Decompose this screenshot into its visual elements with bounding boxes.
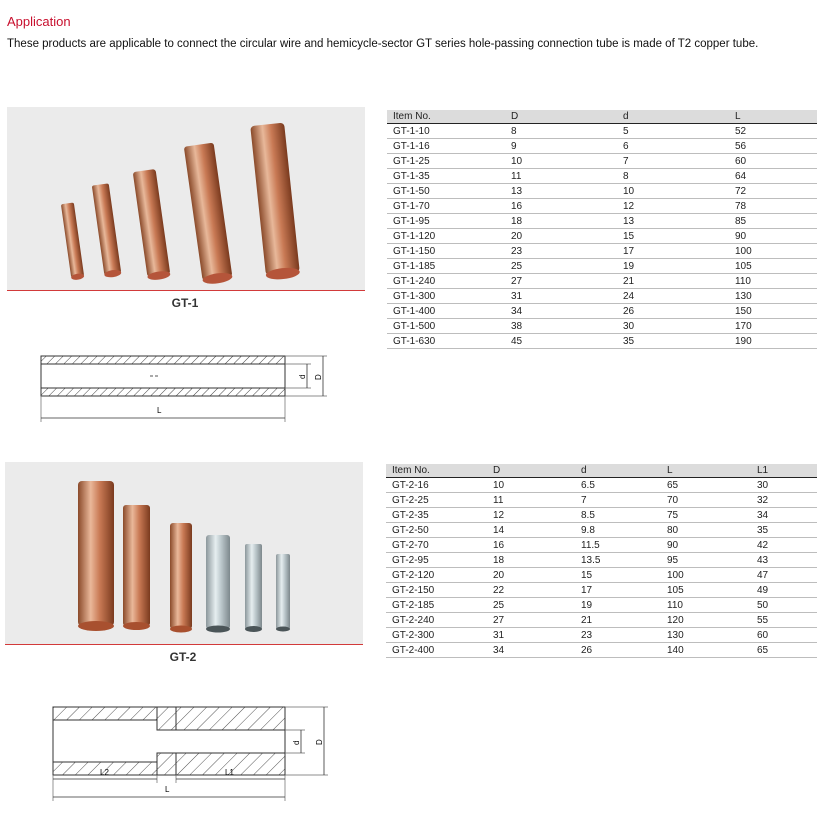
table-cell: 23: [505, 244, 617, 259]
table-cell: GT-2-16: [386, 478, 487, 493]
table-row: [387, 229, 817, 244]
table-cell: 43: [751, 553, 817, 568]
table-cell: 27: [505, 274, 617, 289]
table-cell: 95: [661, 553, 751, 568]
table-row: [386, 583, 817, 598]
table-cell: 90: [729, 229, 817, 244]
column-header: D: [487, 464, 575, 478]
gt2-table-body: [386, 478, 817, 658]
table-cell: 45: [505, 334, 617, 349]
table-cell: 90: [661, 538, 751, 553]
table-cell: 72: [729, 184, 817, 199]
table-cell: GT-1-150: [387, 244, 505, 259]
table-cell: GT-1-70: [387, 199, 505, 214]
table-cell: 130: [661, 628, 751, 643]
table-cell: GT-1-35: [387, 169, 505, 184]
table-cell: 26: [575, 643, 661, 658]
table-cell: 10: [487, 478, 575, 493]
table-row: [387, 319, 817, 334]
table-cell: 20: [487, 568, 575, 583]
table-cell: 70: [661, 493, 751, 508]
table-cell: 19: [575, 598, 661, 613]
table-cell: 7: [575, 493, 661, 508]
gt2-label-d: d: [292, 740, 301, 745]
table-cell: 21: [617, 274, 729, 289]
column-header: d: [617, 110, 729, 124]
table-cell: 65: [751, 643, 817, 658]
table-cell: 19: [617, 259, 729, 274]
table-cell: 5: [617, 124, 729, 139]
gt1-caption: GT-1: [171, 296, 199, 310]
gt1-label-D: D: [314, 374, 323, 380]
table-cell: 130: [729, 289, 817, 304]
table-row: [387, 289, 817, 304]
table-row: [386, 568, 817, 583]
table-cell: 85: [729, 214, 817, 229]
table-row: [387, 154, 817, 169]
gt1-label-L: L: [157, 406, 162, 415]
table-row: [386, 523, 817, 538]
gt1-table-body: [387, 124, 817, 349]
table-cell: GT-2-35: [386, 508, 487, 523]
table-cell: GT-1-500: [387, 319, 505, 334]
table-cell: GT-1-185: [387, 259, 505, 274]
table-cell: 100: [661, 568, 751, 583]
table-cell: GT-1-25: [387, 154, 505, 169]
table-row: [386, 613, 817, 628]
table-cell: 9.8: [575, 523, 661, 538]
gt2-tubes-illustration: [5, 462, 363, 644]
table-cell: GT-2-120: [386, 568, 487, 583]
section-description: These products are applicable to connect the circular wire and hemicycle-sector GT series hole-passing connection tube is made of T2 copper tube.: [7, 38, 759, 50]
table-header-row: [386, 464, 817, 478]
table-cell: 38: [505, 319, 617, 334]
table-cell: 26: [617, 304, 729, 319]
table-cell: 20: [505, 229, 617, 244]
gt2-product-photo: [5, 462, 363, 644]
table-cell: 78: [729, 199, 817, 214]
table-cell: 32: [751, 493, 817, 508]
table-cell: 170: [729, 319, 817, 334]
table-cell: 13.5: [575, 553, 661, 568]
table-cell: 23: [575, 628, 661, 643]
table-cell: 42: [751, 538, 817, 553]
table-cell: 31: [487, 628, 575, 643]
table-cell: 27: [487, 613, 575, 628]
table-cell: 16: [487, 538, 575, 553]
table-cell: 25: [505, 259, 617, 274]
table-cell: 190: [729, 334, 817, 349]
table-cell: 34: [751, 508, 817, 523]
table-cell: GT-2-240: [386, 613, 487, 628]
section-title: Application: [7, 14, 71, 29]
gt1-label-d: d: [298, 374, 307, 379]
table-cell: 22: [487, 583, 575, 598]
table-cell: 34: [487, 643, 575, 658]
table-cell: 105: [661, 583, 751, 598]
gt1-tubes-illustration: [7, 107, 365, 290]
table-cell: GT-2-400: [386, 643, 487, 658]
table-cell: 13: [505, 184, 617, 199]
table-cell: 52: [729, 124, 817, 139]
column-header: d: [575, 464, 661, 478]
table-cell: GT-1-10: [387, 124, 505, 139]
column-header: L1: [751, 464, 817, 478]
table-cell: 35: [617, 334, 729, 349]
table-row: [386, 478, 817, 493]
table-cell: 21: [575, 613, 661, 628]
table-cell: 14: [487, 523, 575, 538]
column-header: Item No.: [387, 110, 505, 124]
gt2-label-L: L: [165, 785, 170, 794]
table-cell: 47: [751, 568, 817, 583]
table-cell: GT-2-25: [386, 493, 487, 508]
table-cell: 110: [729, 274, 817, 289]
table-cell: 150: [729, 304, 817, 319]
table-row: [387, 199, 817, 214]
table-cell: GT-2-185: [386, 598, 487, 613]
table-cell: 49: [751, 583, 817, 598]
column-header: L: [661, 464, 751, 478]
column-header: D: [505, 110, 617, 124]
table-cell: 11: [505, 169, 617, 184]
gt2-label-L2: L2: [100, 768, 109, 777]
table-cell: 15: [575, 568, 661, 583]
table-row: [387, 139, 817, 154]
table-cell: GT-1-300: [387, 289, 505, 304]
table-cell: 16: [505, 199, 617, 214]
gt2-spec-table: [386, 464, 817, 658]
gt1-product-photo: [7, 107, 365, 290]
table-cell: 75: [661, 508, 751, 523]
table-cell: 100: [729, 244, 817, 259]
table-row: [387, 184, 817, 199]
gt1-divider: [7, 290, 365, 291]
table-row: [386, 493, 817, 508]
table-row: [387, 214, 817, 229]
table-cell: GT-2-300: [386, 628, 487, 643]
gt2-caption: GT-2: [169, 650, 197, 664]
table-row: [387, 304, 817, 319]
table-cell: 8: [617, 169, 729, 184]
table-cell: 30: [617, 319, 729, 334]
table-cell: 120: [661, 613, 751, 628]
column-header: L: [729, 110, 817, 124]
table-cell: 35: [751, 523, 817, 538]
table-header-row: [387, 110, 817, 124]
table-cell: 8.5: [575, 508, 661, 523]
table-cell: GT-1-50: [387, 184, 505, 199]
table-cell: 80: [661, 523, 751, 538]
table-row: [386, 508, 817, 523]
table-cell: 12: [487, 508, 575, 523]
table-cell: 10: [617, 184, 729, 199]
gt2-divider: [5, 644, 363, 645]
table-cell: 10: [505, 154, 617, 169]
table-cell: 140: [661, 643, 751, 658]
table-row: [387, 124, 817, 139]
table-cell: 12: [617, 199, 729, 214]
table-cell: GT-1-120: [387, 229, 505, 244]
table-cell: 31: [505, 289, 617, 304]
table-cell: 55: [751, 613, 817, 628]
table-cell: 50: [751, 598, 817, 613]
table-cell: 11.5: [575, 538, 661, 553]
gt2-label-L1: L1: [225, 768, 234, 777]
table-cell: GT-2-95: [386, 553, 487, 568]
gt1-dimension-diagram: [35, 350, 335, 425]
table-cell: GT-2-50: [386, 523, 487, 538]
table-row: [386, 553, 817, 568]
table-cell: GT-1-16: [387, 139, 505, 154]
gt1-spec-table: [387, 110, 817, 349]
table-cell: 30: [751, 478, 817, 493]
table-row: [386, 643, 817, 658]
table-cell: 24: [617, 289, 729, 304]
table-cell: 25: [487, 598, 575, 613]
table-cell: GT-1-400: [387, 304, 505, 319]
table-cell: 7: [617, 154, 729, 169]
table-cell: 56: [729, 139, 817, 154]
table-row: [387, 169, 817, 184]
table-cell: GT-2-150: [386, 583, 487, 598]
table-cell: 60: [751, 628, 817, 643]
table-cell: 17: [575, 583, 661, 598]
table-cell: 13: [617, 214, 729, 229]
table-row: [387, 334, 817, 349]
table-cell: 6: [617, 139, 729, 154]
table-cell: 8: [505, 124, 617, 139]
table-cell: GT-1-630: [387, 334, 505, 349]
table-row: [387, 274, 817, 289]
table-cell: 110: [661, 598, 751, 613]
table-cell: 6.5: [575, 478, 661, 493]
table-cell: 9: [505, 139, 617, 154]
table-cell: 11: [487, 493, 575, 508]
table-cell: 64: [729, 169, 817, 184]
column-header: Item No.: [386, 464, 487, 478]
table-cell: 18: [487, 553, 575, 568]
table-cell: 15: [617, 229, 729, 244]
table-cell: 34: [505, 304, 617, 319]
gt2-label-D: D: [315, 739, 324, 745]
table-row: [386, 538, 817, 553]
table-cell: 105: [729, 259, 817, 274]
table-cell: GT-2-70: [386, 538, 487, 553]
table-cell: 18: [505, 214, 617, 229]
table-cell: 65: [661, 478, 751, 493]
table-row: [387, 244, 817, 259]
table-cell: 60: [729, 154, 817, 169]
table-row: [387, 259, 817, 274]
gt2-dimension-diagram: [45, 703, 335, 803]
table-row: [386, 598, 817, 613]
table-cell: GT-1-95: [387, 214, 505, 229]
table-cell: GT-1-240: [387, 274, 505, 289]
table-row: [386, 628, 817, 643]
table-cell: 17: [617, 244, 729, 259]
